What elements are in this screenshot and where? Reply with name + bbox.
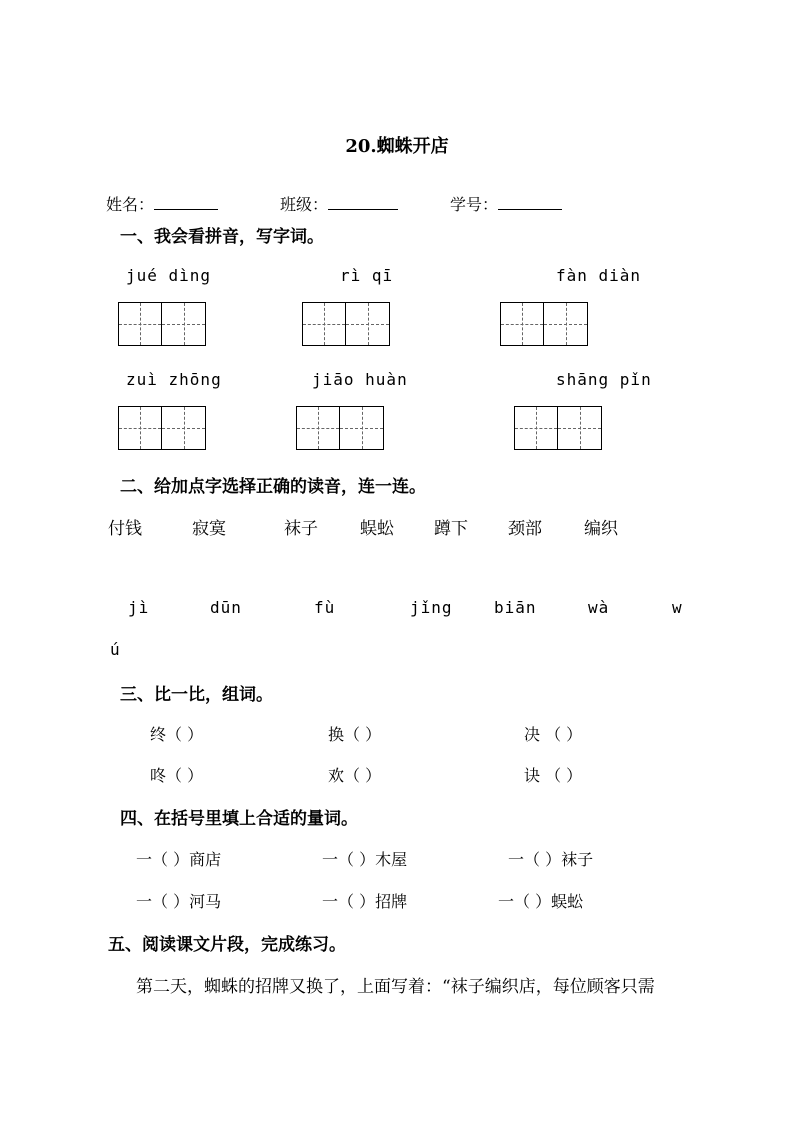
writing-cell[interactable] <box>118 406 162 450</box>
pinyin-label: fàn diàn <box>556 266 642 285</box>
reading-item: ú <box>110 640 121 659</box>
writing-grid[interactable] <box>296 406 384 450</box>
writing-grid[interactable] <box>500 302 588 346</box>
reading-item: biān <box>494 598 537 617</box>
writing-grid[interactable] <box>118 302 206 346</box>
writing-cell[interactable] <box>500 302 544 346</box>
pinyin-label: zuì zhōng <box>126 370 222 389</box>
measure-item: 一（ ）商店 <box>136 850 222 869</box>
word-item: 付钱 <box>108 519 142 539</box>
measure-item: 一（ ）袜子 <box>508 850 594 869</box>
reading-item: jǐng <box>410 598 453 617</box>
writing-cell[interactable] <box>514 406 558 450</box>
class-field[interactable] <box>280 192 398 215</box>
reading-item: dūn <box>210 598 242 617</box>
pinyin-label: jué dìng <box>126 266 212 285</box>
section-1-heading: 一、我会看拼音，写字词。 <box>120 227 324 247</box>
section-2-heading: 二、给加点字选择正确的读音，连一连。 <box>120 477 426 497</box>
compare-item: 诀 （ ） <box>524 766 583 785</box>
measure-item: 一（ ）蜈蚣 <box>498 892 584 911</box>
compare-item: 欢（ ） <box>328 766 382 785</box>
name-blank[interactable] <box>154 195 218 210</box>
id-field[interactable] <box>450 192 562 215</box>
writing-cell[interactable] <box>296 406 340 450</box>
word-item: 颈部 <box>508 519 542 539</box>
writing-cell[interactable] <box>302 302 346 346</box>
writing-cell[interactable] <box>346 302 390 346</box>
word-item: 蹲下 <box>434 519 468 539</box>
word-item: 编织 <box>584 519 618 539</box>
id-blank[interactable] <box>498 195 562 210</box>
measure-item: 一（ ）河马 <box>136 892 222 911</box>
id-label: 学号： <box>450 195 499 214</box>
writing-grid[interactable] <box>514 406 602 450</box>
compare-item: 换（ ） <box>328 725 382 744</box>
writing-cell[interactable] <box>162 302 206 346</box>
reading-item: w <box>672 598 683 617</box>
writing-cell[interactable] <box>118 302 162 346</box>
reading-item: jì <box>128 598 150 617</box>
compare-item: 决 （ ） <box>524 725 583 744</box>
pinyin-label: rì qī <box>340 266 394 285</box>
word-item: 袜子 <box>284 519 318 539</box>
compare-item: 咚（ ） <box>150 766 204 785</box>
reading-item: wà <box>588 598 610 617</box>
word-item: 寂寞 <box>192 519 226 539</box>
measure-item: 一（ ）木屋 <box>322 850 408 869</box>
name-field[interactable] <box>106 192 218 215</box>
passage-text: 第二天，蜘蛛的招牌又换了，上面写着：“袜子编织店，每位顾客只需 <box>136 977 655 997</box>
writing-grid[interactable] <box>118 406 206 450</box>
reading-item: fù <box>314 598 336 617</box>
page-title: 20.蜘蛛开店 <box>345 136 449 157</box>
writing-cell[interactable] <box>162 406 206 450</box>
writing-cell[interactable] <box>544 302 588 346</box>
word-item: 蜈蚣 <box>360 519 394 539</box>
name-label: 姓名： <box>106 195 155 214</box>
writing-grid[interactable] <box>302 302 390 346</box>
compare-item: 终（ ） <box>150 725 204 744</box>
measure-item: 一（ ）招牌 <box>322 892 408 911</box>
writing-cell[interactable] <box>340 406 384 450</box>
pinyin-label: shāng pǐn <box>556 370 652 389</box>
section-4-heading: 四、在括号里填上合适的量词。 <box>120 809 358 829</box>
class-blank[interactable] <box>328 195 398 210</box>
section-3-heading: 三、比一比，组词。 <box>120 685 273 705</box>
class-label: 班级： <box>280 195 329 214</box>
pinyin-label: jiāo huàn <box>312 370 408 389</box>
section-5-heading: 五、阅读课文片段，完成练习。 <box>108 935 346 955</box>
writing-cell[interactable] <box>558 406 602 450</box>
